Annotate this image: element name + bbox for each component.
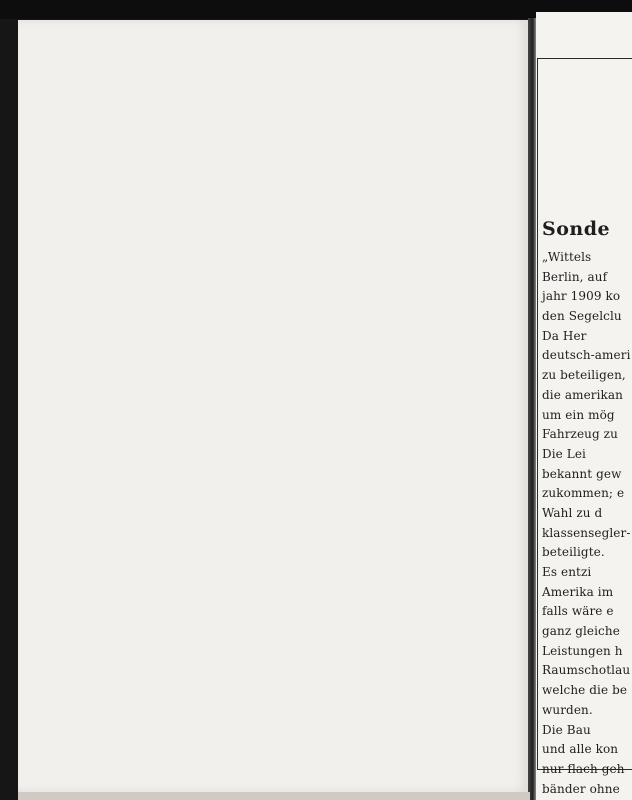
- text-line: jahr 1909 ko: [542, 289, 621, 304]
- text-line: Amerika im: [542, 584, 614, 599]
- text-line: zu beteiligen,: [542, 368, 626, 383]
- text-line: und alle kon: [542, 742, 619, 757]
- text-line: Berlin, auf: [542, 269, 608, 284]
- text-line: Raumschotlau: [542, 663, 631, 678]
- text-line: nur flach geh: [542, 761, 625, 776]
- text-line: die amerikan: [542, 387, 623, 402]
- text-line: ganz gleiche: [542, 624, 620, 639]
- right-page-text: [542, 218, 632, 799]
- text-line: bänder ohne: [542, 781, 620, 796]
- text-line: zukommen; e: [542, 486, 625, 501]
- text-line: Wahl zu d: [542, 505, 603, 520]
- blank-left-page: [18, 20, 530, 792]
- text-line: Da Her: [542, 328, 587, 343]
- text-line: wurden.: [542, 702, 593, 717]
- text-line: Die Lei: [542, 446, 586, 461]
- text-line: „Wittels: [542, 250, 592, 264]
- page-bottom-edge: [18, 792, 530, 800]
- text-line: den Segelclu: [542, 309, 622, 324]
- text-line: Die Bau: [542, 722, 591, 737]
- text-line: Leistungen h: [542, 643, 623, 658]
- text-line: um ein mög: [542, 407, 615, 422]
- text-line: Es entzi: [542, 565, 592, 579]
- text-line: deutsch-ameri: [542, 348, 631, 363]
- text-line: Fahrzeug zu: [542, 427, 618, 442]
- text-line: klassensegler-: [542, 525, 631, 540]
- section-heading: Sonde: [542, 218, 611, 240]
- book-gutter: [528, 18, 536, 800]
- text-line: welche die be: [542, 683, 628, 698]
- text-line: falls wäre e: [542, 604, 614, 619]
- text-line: beteiligte.: [542, 545, 605, 560]
- body-text: [542, 248, 632, 799]
- text-line: bekannt gew: [542, 466, 622, 481]
